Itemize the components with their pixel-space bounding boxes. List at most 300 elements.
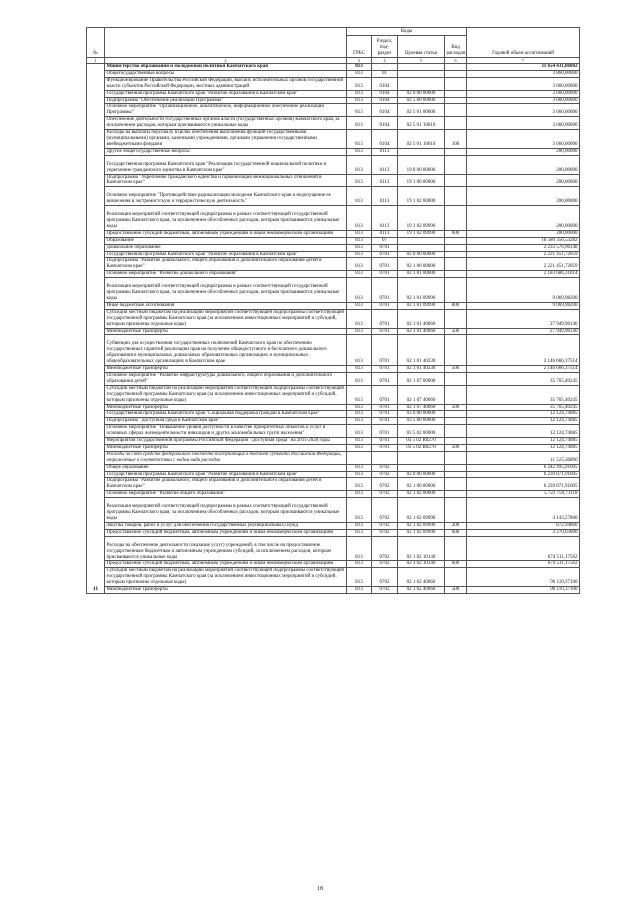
header-codes: Коды bbox=[347, 28, 467, 36]
row-grbs: 813 bbox=[347, 174, 372, 187]
row-grbs: 813 bbox=[347, 251, 372, 258]
column-index: 6 bbox=[445, 58, 467, 64]
budget-table bbox=[86, 27, 580, 594]
table-row bbox=[87, 155, 580, 174]
row-target-article: 19 1 02 09990 bbox=[398, 206, 445, 231]
row-target-article bbox=[398, 451, 445, 464]
row-name: Иные бюджетные ассигнования bbox=[105, 302, 347, 309]
row-target-article: 02 1 02 09990 bbox=[398, 522, 445, 529]
header-num: № bbox=[87, 28, 105, 58]
row-name: Обеспечение деятельности государственных органов власти (государственных органов) Камчатского края, за исключением расходов, которым присваиваются уникальные коды bbox=[105, 117, 347, 130]
table-row bbox=[87, 187, 580, 206]
row-amount: 5 721 759,71118 bbox=[467, 491, 580, 498]
row-target-article: 02 1 07 40060 bbox=[398, 404, 445, 411]
row-section: 0701 bbox=[372, 258, 398, 271]
row-section: 0701 bbox=[372, 372, 398, 385]
row-expense-type bbox=[445, 478, 467, 491]
row-section: 0701 bbox=[372, 411, 398, 418]
row-grbs: 813 bbox=[347, 70, 372, 77]
row-target-article: 02 1 02 40060 bbox=[398, 587, 445, 594]
row-amount: 27 949,96140 bbox=[467, 309, 580, 328]
header-row bbox=[87, 28, 580, 36]
table-row bbox=[87, 104, 580, 117]
row-amount: 674 511,17562 bbox=[467, 561, 580, 568]
row-name: Общее образование bbox=[105, 464, 347, 471]
table-row bbox=[87, 97, 580, 104]
row-grbs: 813 bbox=[347, 438, 372, 445]
table-row bbox=[87, 309, 580, 328]
row-grbs: 813 bbox=[347, 498, 372, 523]
row-target-article: 02 5 00 00000 bbox=[398, 97, 445, 104]
row-grbs: 813 bbox=[347, 258, 372, 271]
row-grbs: 813 bbox=[347, 237, 372, 244]
row-expense-type bbox=[445, 187, 467, 206]
row-target-article: 02 1 00 00000 bbox=[398, 258, 445, 271]
row-grbs: 813 bbox=[347, 271, 372, 278]
row-grbs: 813 bbox=[347, 522, 372, 529]
row-section: 0104 bbox=[372, 130, 398, 149]
row-target-article: 02 1 02 09990 bbox=[398, 498, 445, 523]
row-expense-type bbox=[445, 237, 467, 244]
table-row bbox=[87, 438, 580, 445]
row-section: 0104 bbox=[372, 117, 398, 130]
table-row bbox=[87, 230, 580, 237]
row-amount: 3 660,00000 bbox=[467, 90, 580, 97]
table-row bbox=[87, 271, 580, 278]
row-expense-type bbox=[445, 258, 467, 271]
row-expense-type bbox=[445, 498, 467, 523]
row-section: 0104 bbox=[372, 77, 398, 90]
row-expense-type bbox=[445, 438, 467, 445]
row-grbs: 813 bbox=[347, 97, 372, 104]
row-expense-type: 500 bbox=[445, 587, 467, 594]
row-grbs: 813 bbox=[347, 418, 372, 425]
row-section: 0701 bbox=[372, 328, 398, 335]
table-row bbox=[87, 174, 580, 187]
row-grbs: 813 bbox=[347, 77, 372, 90]
table-row bbox=[87, 258, 580, 271]
header-rz: Раздел, под-раздел bbox=[372, 36, 398, 58]
row-expense-type: 100 bbox=[445, 130, 467, 149]
row-amount: 3 660,00000 bbox=[467, 130, 580, 149]
row-amount: 4 143,57800 bbox=[467, 498, 580, 523]
row-grbs: 813 bbox=[347, 90, 372, 97]
row-name: Основное мероприятие "Противодействие радикализации молодежи Камчатского края и недопущение ее вовлечения в экстремистскую и террористическую деятельность" bbox=[105, 187, 347, 206]
table-row bbox=[87, 366, 580, 373]
row-expense-type bbox=[445, 104, 467, 117]
row-grbs: 813 bbox=[347, 372, 372, 385]
column-index: 1 bbox=[87, 58, 105, 64]
row-target-article: 19 1 02 00000 bbox=[398, 187, 445, 206]
row-name: Государственная программа Камчатского края "Развитие образования в Камчатском крае" bbox=[105, 90, 347, 97]
row-target-article bbox=[398, 244, 445, 251]
budget-body bbox=[87, 64, 580, 594]
row-name: Основное мероприятие "Развитие общего образования" bbox=[105, 491, 347, 498]
row-amount: 35 765,40245 bbox=[467, 372, 580, 385]
table-row bbox=[87, 451, 580, 464]
row-section: 0701 bbox=[372, 335, 398, 366]
table-row bbox=[87, 464, 580, 471]
row-expense-type bbox=[445, 174, 467, 187]
row-amount: 12 124,74085 bbox=[467, 444, 580, 451]
row-name: Государственная программа Камчатского края "Развитие образования в Камчатском крае" bbox=[105, 471, 347, 478]
row-target-article: 02 5 01 00000 bbox=[398, 104, 445, 117]
row-target-article: 02 1 01 00000 bbox=[398, 271, 445, 278]
row-section: 0113 bbox=[372, 155, 398, 174]
row-expense-type bbox=[445, 97, 467, 104]
row-target-article bbox=[398, 237, 445, 244]
row-target-article: 02 0 00 00000 bbox=[398, 471, 445, 478]
row-name: Межбюджетные трансферты bbox=[105, 404, 347, 411]
row-name: Министерство образования и молодежной политики Камчатского края bbox=[105, 64, 347, 71]
row-target-article: 02 1 02 09990 bbox=[398, 529, 445, 536]
header-name bbox=[105, 28, 347, 58]
row-name: Реализация мероприятий соответствующей подпрограммы в рамках соответствующей государственной программы Камчатского края, за исключением обособленных расходов, которым присваиваются уникальные коды bbox=[105, 206, 347, 231]
table-row bbox=[87, 70, 580, 77]
row-expense-type: 500 bbox=[445, 444, 467, 451]
table-row bbox=[87, 444, 580, 451]
row-amount: 200,00000 bbox=[467, 155, 580, 174]
row-name: Межбюджетные трансферты bbox=[105, 328, 347, 335]
row-section: 0701 bbox=[372, 251, 398, 258]
row-section: 0701 bbox=[372, 278, 398, 303]
row-expense-type bbox=[445, 155, 467, 174]
row-target-article: 02 1 01 09990 bbox=[398, 302, 445, 309]
row-section: 0701 bbox=[372, 385, 398, 404]
row-name: Дошкольное образование bbox=[105, 244, 347, 251]
row-amount: 10 580 356,53282 bbox=[467, 237, 580, 244]
row-target-article: 19 1 00 00000 bbox=[398, 174, 445, 187]
row-name: Образование bbox=[105, 237, 347, 244]
row-expense-type bbox=[445, 568, 467, 587]
row-number: 11 bbox=[87, 64, 105, 594]
row-grbs: 813 bbox=[347, 104, 372, 117]
row-section: 0701 bbox=[372, 244, 398, 251]
row-name: Государственная программа Камчатского края "Реализация государственной национальной политики и укрепление гражданского единства в Камчатском крае" bbox=[105, 155, 347, 174]
row-expense-type bbox=[445, 278, 467, 303]
row-amount: 12 124,74085 bbox=[467, 418, 580, 425]
row-section: 0701 bbox=[372, 302, 398, 309]
row-expense-type bbox=[445, 64, 467, 71]
row-section: 01 bbox=[372, 70, 398, 77]
row-amount: 2 221 451,72059 bbox=[467, 251, 580, 258]
row-name: Основное мероприятие "Организационное, аналитическое, информационное обеспечение реализации Программы" bbox=[105, 104, 347, 117]
table-row bbox=[87, 251, 580, 258]
row-section: 0701 bbox=[372, 309, 398, 328]
row-amount: 2 233 576,96148 bbox=[467, 244, 580, 251]
row-section: 0701 bbox=[372, 425, 398, 438]
row-name: Подпрограмма "Укрепление гражданского единства и гармонизация межнациональных отношений в Камчатском крае" bbox=[105, 174, 347, 187]
table-row bbox=[87, 302, 580, 309]
table-row bbox=[87, 328, 580, 335]
row-section: 0701 bbox=[372, 444, 398, 451]
row-amount: 6 239 871,91605 bbox=[467, 478, 580, 491]
table-row bbox=[87, 568, 580, 587]
row-name: Основное мероприятие "Повышение уровня доступности в качестве приоритетных объектов и услуг в основных сферах жизнедеятельности инвалидов и других маломобильных групп населения" bbox=[105, 425, 347, 438]
row-amount: 3 860,00000 bbox=[467, 70, 580, 77]
row-target-article: 02 1 02 40060 bbox=[398, 568, 445, 587]
budget-page bbox=[86, 27, 579, 594]
row-grbs: 813 bbox=[347, 385, 372, 404]
row-expense-type: 600 bbox=[445, 561, 467, 568]
table-row bbox=[87, 90, 580, 97]
row-expense-type bbox=[445, 471, 467, 478]
row-grbs: 813 bbox=[347, 404, 372, 411]
row-name: Общегосударственные вопросы bbox=[105, 70, 347, 77]
row-expense-type bbox=[445, 70, 467, 77]
row-target-article: 02 1 01 40230 bbox=[398, 366, 445, 373]
header-sum: Годовой объем ассигнований bbox=[467, 28, 580, 58]
table-row bbox=[87, 130, 580, 149]
row-amount: 35 765,40245 bbox=[467, 404, 580, 411]
row-grbs: 813 bbox=[347, 444, 372, 451]
row-section: 0702 bbox=[372, 491, 398, 498]
row-grbs: 813 bbox=[347, 587, 372, 594]
table-row bbox=[87, 278, 580, 303]
row-name: Предоставление субсидий бюджетным, автономным учреждениям и иным некоммерческим организациям bbox=[105, 230, 347, 237]
row-grbs: 813 bbox=[347, 529, 372, 536]
row-amount: 12 124,74085 bbox=[467, 438, 580, 445]
row-name: Государственная программа Камчатского края "Социальная поддержка граждан в Камчатском крае" bbox=[105, 411, 347, 418]
row-grbs: 813 bbox=[347, 328, 372, 335]
row-section: 0702 bbox=[372, 522, 398, 529]
row-expense-type bbox=[445, 251, 467, 258]
table-row bbox=[87, 206, 580, 231]
table-row bbox=[87, 425, 580, 438]
row-amount: 200,00000 bbox=[467, 148, 580, 155]
row-expense-type bbox=[445, 90, 467, 97]
row-grbs bbox=[347, 451, 372, 464]
row-section: 0701 bbox=[372, 404, 398, 411]
row-name: Расходы за счет средств федерального бюджета поступающих в бюджет субъекта Российской Федерации, отражаемые в соответствии с кодом вида расходов bbox=[105, 451, 347, 464]
row-amount: 12 124,74085 bbox=[467, 411, 580, 418]
row-expense-type bbox=[445, 117, 467, 130]
table-row bbox=[87, 418, 580, 425]
row-target-article: 02 5 01 10010 bbox=[398, 117, 445, 130]
row-target-article: 02 1 02 10140 bbox=[398, 561, 445, 568]
row-grbs: 813 bbox=[347, 230, 372, 237]
row-section: 0702 bbox=[372, 464, 398, 471]
row-amount: 12 124,74085 bbox=[467, 425, 580, 438]
row-grbs: 813 bbox=[347, 536, 372, 561]
row-section: 0702 bbox=[372, 498, 398, 523]
row-name: Субсидии местным бюджетам на реализацию мероприятий соответствующей подпрограммы соответствующей государственной программы Камчатского края (за исключением инвестиционных мероприятий и субсидий, которым присвоены отдельные коды) bbox=[105, 568, 347, 587]
row-section: 0113 bbox=[372, 174, 398, 187]
row-amount: 200,00000 bbox=[467, 206, 580, 231]
table-row bbox=[87, 478, 580, 491]
row-target-article: 02 1 07 40060 bbox=[398, 385, 445, 404]
row-grbs: 813 bbox=[347, 366, 372, 373]
column-index: 5 bbox=[398, 58, 445, 64]
row-target-article: 02 5 01 10010 bbox=[398, 130, 445, 149]
row-grbs: 813 bbox=[347, 148, 372, 155]
row-expense-type: 500 bbox=[445, 366, 467, 373]
row-name: Реализация мероприятий соответствующей подпрограммы в рамках соответствующей государственной программы Камчатского края, за исключением обособленных расходов, которым присваиваются уникальные коды bbox=[105, 498, 347, 523]
row-expense-type bbox=[445, 335, 467, 366]
row-expense-type bbox=[445, 451, 467, 464]
column-index: 4 bbox=[372, 58, 398, 64]
row-section: 0702 bbox=[372, 529, 398, 536]
row-grbs: 813 bbox=[347, 471, 372, 478]
row-amount: 2 183 686,31814 bbox=[467, 271, 580, 278]
row-section: 0104 bbox=[372, 104, 398, 117]
row-name: Функционирование Правительства Российской Федерации, высших исполнительных органов государственной власти субъектов Российской Федерации, местных администраций bbox=[105, 77, 347, 90]
row-amount: 6 239 871,91605 bbox=[467, 471, 580, 478]
row-target-article: 02 1 07 00000 bbox=[398, 372, 445, 385]
row-name: Межбюджетные трансферты bbox=[105, 444, 347, 451]
row-amount: 35 765,40245 bbox=[467, 385, 580, 404]
row-expense-type bbox=[445, 309, 467, 328]
header-grbs: ГРБС bbox=[347, 36, 372, 58]
row-target-article: 03 0 00 00000 bbox=[398, 411, 445, 418]
row-target-article: 02 1 01 40060 bbox=[398, 309, 445, 328]
row-section: 0702 bbox=[372, 568, 398, 587]
row-expense-type bbox=[445, 418, 467, 425]
row-expense-type bbox=[445, 464, 467, 471]
row-expense-type: 600 bbox=[445, 529, 467, 536]
row-grbs: 813 bbox=[347, 309, 372, 328]
row-target-article: 02 1 01 40060 bbox=[398, 328, 445, 335]
row-name: Реализация мероприятий соответствующей подпрограммы в рамках соответствующей государственной программы Камчатского края, за исключением обособленных расходов, которым присваиваются уникальные коды bbox=[105, 278, 347, 303]
row-amount: 3 660,00000 bbox=[467, 97, 580, 104]
row-target-article: 03 5 02 R0270 bbox=[398, 444, 445, 451]
row-section: 0113 bbox=[372, 230, 398, 237]
row-expense-type bbox=[445, 271, 467, 278]
row-expense-type bbox=[445, 148, 467, 155]
row-grbs: 813 bbox=[347, 425, 372, 438]
row-target-article bbox=[398, 148, 445, 155]
row-expense-type: 200 bbox=[445, 522, 467, 529]
row-amount: 2 221 451,72059 bbox=[467, 258, 580, 271]
row-target-article: 02 1 01 09990 bbox=[398, 278, 445, 303]
row-grbs: 813 bbox=[347, 278, 372, 303]
row-name: Закупка товаров, работ и услуг для обеспечения государственных (муниципальных) нужд bbox=[105, 522, 347, 529]
row-amount: 3 660,00000 bbox=[467, 77, 580, 90]
row-section: 0113 bbox=[372, 148, 398, 155]
row-amount: 6 242 495,91605 bbox=[467, 464, 580, 471]
table-row bbox=[87, 561, 580, 568]
row-grbs: 813 bbox=[347, 155, 372, 174]
row-grbs: 813 bbox=[347, 117, 372, 130]
row-name: Расходы на выплаты персоналу в целях обеспечения выполнения функций государственными (муниципальными) органами, казенными учреждениями, органами управления государственными внебюджетными фондами bbox=[105, 130, 347, 149]
row-amount: 96 110,37100 bbox=[467, 568, 580, 587]
row-expense-type bbox=[445, 411, 467, 418]
row-amount: 3 270,63000 bbox=[467, 529, 580, 536]
row-section: 0701 bbox=[372, 418, 398, 425]
row-name: Расходы на обеспечение деятельности (оказание услуг) учреждений, в том числе на предоставление государственным бюджетным и автономным учреждениям субсидий, за исключением расходов, которым присваиваются уникальные коды bbox=[105, 536, 347, 561]
table-row bbox=[87, 372, 580, 385]
row-section: 0113 bbox=[372, 187, 398, 206]
row-name: Основное мероприятие "Развитие инфраструктуры дошкольного, общего образования и дополнительного образования детей" bbox=[105, 372, 347, 385]
table-row bbox=[87, 411, 580, 418]
row-section: 0702 bbox=[372, 587, 398, 594]
row-expense-type: 500 bbox=[445, 404, 467, 411]
row-grbs: 813 bbox=[347, 187, 372, 206]
table-row bbox=[87, 404, 580, 411]
row-amount: 11 515,36800 bbox=[467, 451, 580, 464]
table-row bbox=[87, 529, 580, 536]
row-target-article: 19 1 02 09990 bbox=[398, 230, 445, 237]
row-name: Субсидии местным бюджетам на реализацию мероприятий соответствующей подпрограммы соответствующей государственной программы Камчатского края (за исключением инвестиционных мероприятий и субсидий, которым присвоены отдельные коды) bbox=[105, 385, 347, 404]
row-target-article: 02 1 00 00000 bbox=[398, 478, 445, 491]
row-target-article: 03 5 02 00000 bbox=[398, 425, 445, 438]
row-name: Подпрограмма "Развитие дошкольного, общего образования и дополнительного образования детей в Камчатском крае" bbox=[105, 258, 347, 271]
row-amount: 3 660,00000 bbox=[467, 104, 580, 117]
row-name: Субвенции для осуществления государственных полномочий Камчатского края по обеспечению государственных гарантий реализации прав на получение общедоступного и бесплатного дошкольного образования в муниципальных дошкольных образовательных организациях и муниципальных общеобразовательных организациях в Камчатском крае bbox=[105, 335, 347, 366]
row-amount: 3 660,00000 bbox=[467, 117, 580, 130]
row-amount: 674 511,17562 bbox=[467, 536, 580, 561]
row-target-article: 02 0 00 00000 bbox=[398, 90, 445, 97]
row-grbs: 813 bbox=[347, 206, 372, 231]
row-expense-type bbox=[445, 491, 467, 498]
row-amount: 872,94800 bbox=[467, 522, 580, 529]
row-expense-type bbox=[445, 385, 467, 404]
row-grbs: 813 bbox=[347, 302, 372, 309]
row-grbs: 813 bbox=[347, 130, 372, 149]
table-row bbox=[87, 471, 580, 478]
table-row bbox=[87, 491, 580, 498]
row-section: 0701 bbox=[372, 271, 398, 278]
row-expense-type bbox=[445, 77, 467, 90]
row-grbs: 813 bbox=[347, 561, 372, 568]
table-row bbox=[87, 148, 580, 155]
table-row bbox=[87, 498, 580, 523]
row-expense-type bbox=[445, 206, 467, 231]
table-row bbox=[87, 536, 580, 561]
table-row bbox=[87, 237, 580, 244]
row-section: 0702 bbox=[372, 536, 398, 561]
row-section: 07 bbox=[372, 237, 398, 244]
row-grbs: 813 bbox=[347, 568, 372, 587]
row-name: Подпрограмма "Развитие дошкольного, общего образования и дополнительного образования детей в Камчатском крае" bbox=[105, 478, 347, 491]
row-amount: 27 949,96140 bbox=[467, 328, 580, 335]
row-amount: 200,00000 bbox=[467, 187, 580, 206]
row-amount: 2 146 666,37514 bbox=[467, 335, 580, 366]
row-amount: 9 069,98200 bbox=[467, 302, 580, 309]
row-grbs: 813 bbox=[347, 464, 372, 471]
row-name: Основное мероприятие "Развитие дошкольного образования" bbox=[105, 271, 347, 278]
row-name: Подпрограмма "Обеспечение реализации Программы" bbox=[105, 97, 347, 104]
table-row bbox=[87, 117, 580, 130]
row-name: Предоставление субсидий бюджетным, автономным учреждениям и иным некоммерческим организациям bbox=[105, 529, 347, 536]
row-grbs: 813 bbox=[347, 491, 372, 498]
row-name: Другие общегосударственные вопросы bbox=[105, 148, 347, 155]
row-grbs: 813 bbox=[347, 64, 372, 71]
row-section bbox=[372, 64, 398, 71]
row-section: 0104 bbox=[372, 90, 398, 97]
page-number: 18 bbox=[317, 886, 323, 892]
row-target-article bbox=[398, 64, 445, 71]
row-section: 0113 bbox=[372, 206, 398, 231]
row-section: 0701 bbox=[372, 438, 398, 445]
header-cs: Целевая статья bbox=[398, 36, 445, 58]
row-target-article: 19 0 00 00000 bbox=[398, 155, 445, 174]
row-amount: 200,00000 bbox=[467, 174, 580, 187]
row-grbs: 813 bbox=[347, 478, 372, 491]
row-amount: 200,00000 bbox=[467, 230, 580, 237]
row-section: 0702 bbox=[372, 478, 398, 491]
row-target-article bbox=[398, 464, 445, 471]
row-amount: 96 110,37100 bbox=[467, 587, 580, 594]
row-section: 0104 bbox=[372, 97, 398, 104]
row-target-article: 02 1 02 00000 bbox=[398, 491, 445, 498]
row-section: 0702 bbox=[372, 471, 398, 478]
row-name: Субсидии местным бюджетам на реализацию мероприятий соответствующей подпрограммы соответствующей государственной программы Камчатского края (за исключением инвестиционных мероприятий и субсидий, которым присвоены отдельные коды) bbox=[105, 309, 347, 328]
row-amount: 9 069,98200 bbox=[467, 278, 580, 303]
row-expense-type: 500 bbox=[445, 328, 467, 335]
table-row bbox=[87, 335, 580, 366]
row-target-article bbox=[398, 77, 445, 90]
